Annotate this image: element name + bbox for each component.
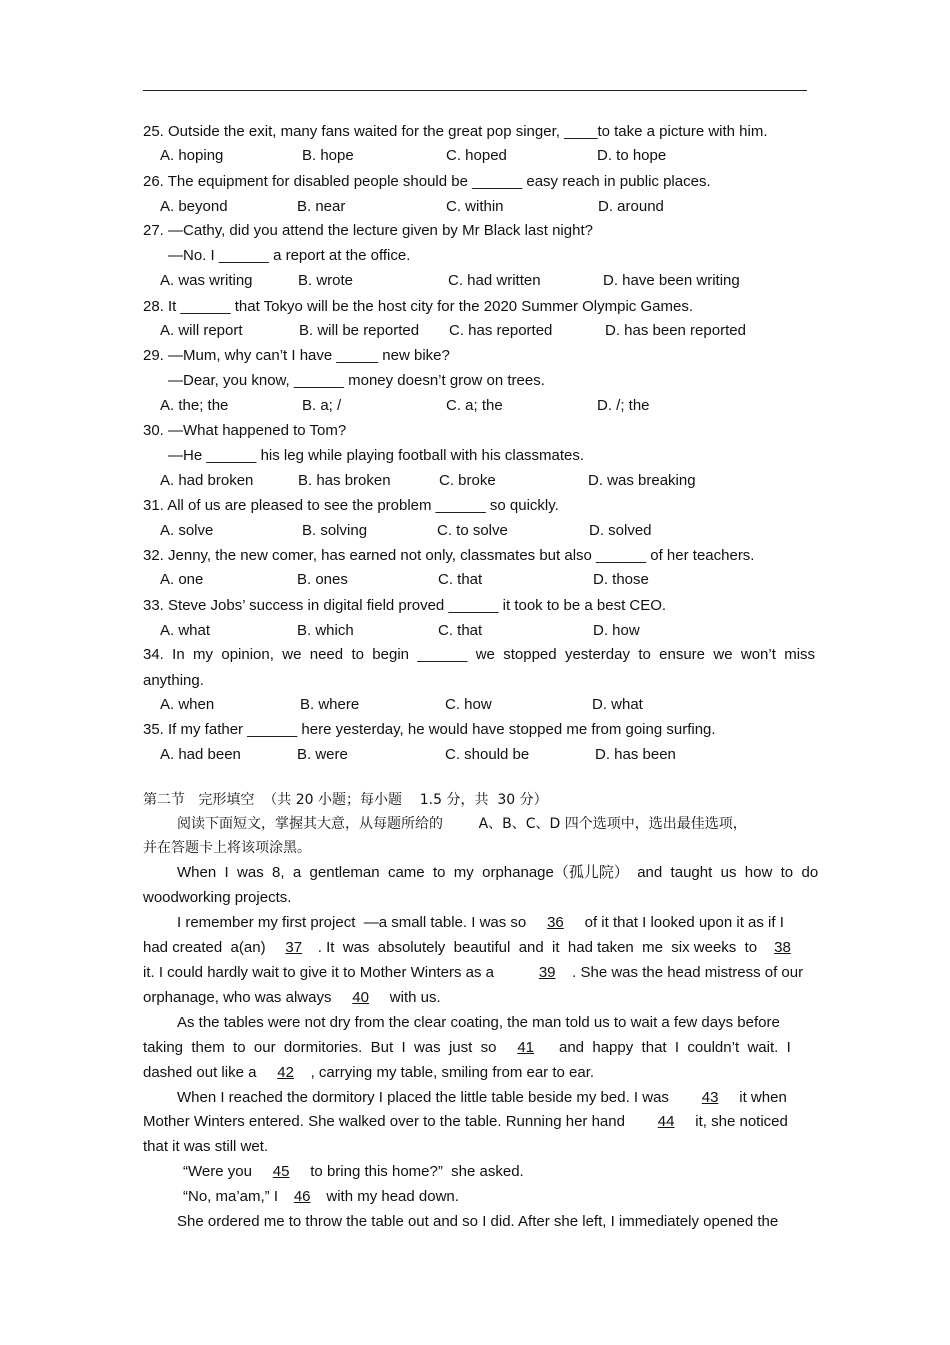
passage-line: “No, ma’am,” I 46 with my head down. (183, 1188, 459, 1205)
answer-option: A. was writing (160, 272, 253, 289)
question-stem: 35. If my father ______ here yesterday, he would have stopped me from going surfing. (143, 721, 716, 738)
answer-option: A. solve (160, 522, 214, 539)
answer-option: B. where (300, 696, 360, 713)
answer-option: B. wrote (298, 272, 354, 289)
answer-option: A. beyond (160, 198, 228, 215)
question-stem: 26. The equipment for disabled people should be ______ easy reach in public places. (143, 173, 711, 190)
answer-option: C. broke (439, 472, 496, 489)
passage-line: woodworking projects. (143, 889, 292, 906)
answer-option: D. has been reported (605, 322, 746, 339)
answer-option: D. solved (589, 522, 652, 539)
answer-option: A. the; the (160, 397, 229, 414)
blank-43: 43 (701, 1089, 719, 1106)
passage-line: orphanage, who was always 40 with us. (143, 989, 441, 1006)
answer-option: A. hoping (160, 147, 224, 164)
passage-line: When I was 8, a gentleman came to my orphanage（孤儿院） and taught us how to do (177, 864, 819, 881)
passage-line: had created a(an) 37 . It was absolutely beautiful and it had taken me six weeks to 38 (143, 938, 799, 958)
answer-option: D. around (598, 198, 664, 215)
blank-44: 44 (657, 1113, 675, 1130)
answer-option: C. should be (445, 746, 530, 763)
question-stem: 25. Outside the exit, many fans waited for the great pop singer, ____to take a picture with him. (143, 123, 768, 140)
answer-option: B. a; / (302, 397, 342, 414)
blank-42: 42 (277, 1064, 294, 1081)
passage-line: She ordered me to throw the table out and so I did. After she left, I immediately opened the (177, 1213, 779, 1230)
answer-option: D. /; the (597, 397, 650, 414)
section-instruction-line-1: 阅读下面短文，掌握其大意，从每题所给的 A、B、C、D 四个选项中，选出最佳选项， (177, 816, 747, 832)
answer-option: A. had broken (160, 472, 254, 489)
answer-option: C. to solve (437, 522, 508, 539)
answer-option: D. those (593, 571, 649, 588)
answer-option: B. will be reported (299, 322, 420, 339)
question-stem: 33. Steve Jobs’ success in digital field proved ______ it took to be a best CEO. (143, 597, 667, 614)
blank-39: 39 (538, 964, 556, 981)
passage-line: that it was still wet. (143, 1138, 269, 1155)
answer-option: C. that (438, 622, 483, 639)
question-stem: 31. All of us are pleased to see the problem ______ so quickly. (143, 497, 559, 514)
answer-option: D. has been (595, 746, 676, 763)
passage-line: taking them to our dormitories. But I was just so 41 and happy that I couldn’t wait. I (143, 1039, 791, 1056)
answer-option: D. to hope (597, 147, 667, 164)
question-reply: —Dear, you know, ______ money doesn’t grow on trees. (168, 372, 545, 389)
passage-line: dashed out like a 42 , carrying my table, smiling from ear to ear. (143, 1064, 595, 1081)
answer-option: C. within (446, 198, 504, 215)
blank-45: 45 (272, 1163, 290, 1180)
header-rule (143, 90, 807, 91)
answer-option: B. has broken (298, 472, 391, 489)
question-stem: 30. —What happened to Tom? (143, 422, 347, 439)
passage-line: Mother Winters entered. She walked over to the table. Running her hand 44 it, she noticed (143, 1113, 788, 1130)
answer-option: B. hope (302, 147, 354, 164)
answer-option: B. solving (302, 522, 368, 539)
answer-option: C. hoped (446, 147, 507, 164)
question-reply: —He ______ his leg while playing football with his classmates. (168, 447, 585, 464)
question-reply: —No. I ______ a report at the office. (168, 247, 411, 264)
blank-41: 41 (517, 1039, 534, 1056)
section-instruction-line-2: 并在答题卡上将该项涂黑。 (143, 840, 311, 856)
blank-38: 38 (774, 939, 791, 956)
blank-40: 40 (352, 989, 369, 1006)
passage-line: When I reached the dormitory I placed the little table beside my bed. I was 43 it when (177, 1089, 787, 1106)
answer-option: C. has reported (449, 322, 553, 339)
answer-option: C. had written (448, 272, 541, 289)
answer-option: A. what (160, 622, 211, 639)
passage-line: As the tables were not dry from the clear coating, the man told us to wait a few days before (177, 1014, 780, 1031)
passage-line: it. I could hardly wait to give it to Mother Winters as a 39 . She was the head mistress of our (143, 964, 804, 981)
answer-option: C. how (445, 696, 492, 713)
blank-46: 46 (293, 1188, 311, 1205)
blank-36: 36 (547, 914, 564, 931)
question-stem: 34. In my opinion, we need to begin ______ we stopped yesterday to ensure we won’t miss (143, 646, 816, 663)
question-stem: 27. —Cathy, did you attend the lecture given by Mr Black last night? (143, 222, 593, 239)
question-stem: 32. Jenny, the new comer, has earned not only, classmates but also ______ of her teachers. (143, 547, 755, 564)
answer-option: C. a; the (446, 397, 503, 414)
passage-line: “Were you 45 to bring this home?” she asked. (183, 1163, 524, 1180)
answer-option: A. had been (160, 746, 241, 763)
question-stem: 29. —Mum, why can’t I have _____ new bike? (143, 347, 450, 364)
section-heading: 第二节 完形填空 （共 20 小题；每小题 1.5 分，共 30 分） (143, 792, 548, 808)
answer-option: D. how (593, 622, 640, 639)
answer-option: B. ones (297, 571, 348, 588)
answer-option: B. which (297, 622, 354, 639)
answer-option: D. have been writing (603, 272, 740, 289)
question-stem-continued: anything. (143, 672, 204, 689)
answer-option: C. that (438, 571, 483, 588)
answer-option: D. what (592, 696, 643, 713)
question-stem: 28. It ______ that Tokyo will be the host city for the 2020 Summer Olympic Games. (143, 298, 693, 315)
answer-option: B. were (297, 746, 348, 763)
passage-line: I remember my first project —a small table. I was so 36 of it that I looked upon it as if I (177, 914, 784, 931)
answer-option: D. was breaking (588, 472, 696, 489)
blank-37: 37 (285, 939, 303, 956)
answer-option: B. near (297, 198, 346, 215)
answer-option: A. will report (160, 322, 243, 339)
answer-option: A. when (160, 696, 215, 713)
answer-option: A. one (160, 571, 204, 588)
